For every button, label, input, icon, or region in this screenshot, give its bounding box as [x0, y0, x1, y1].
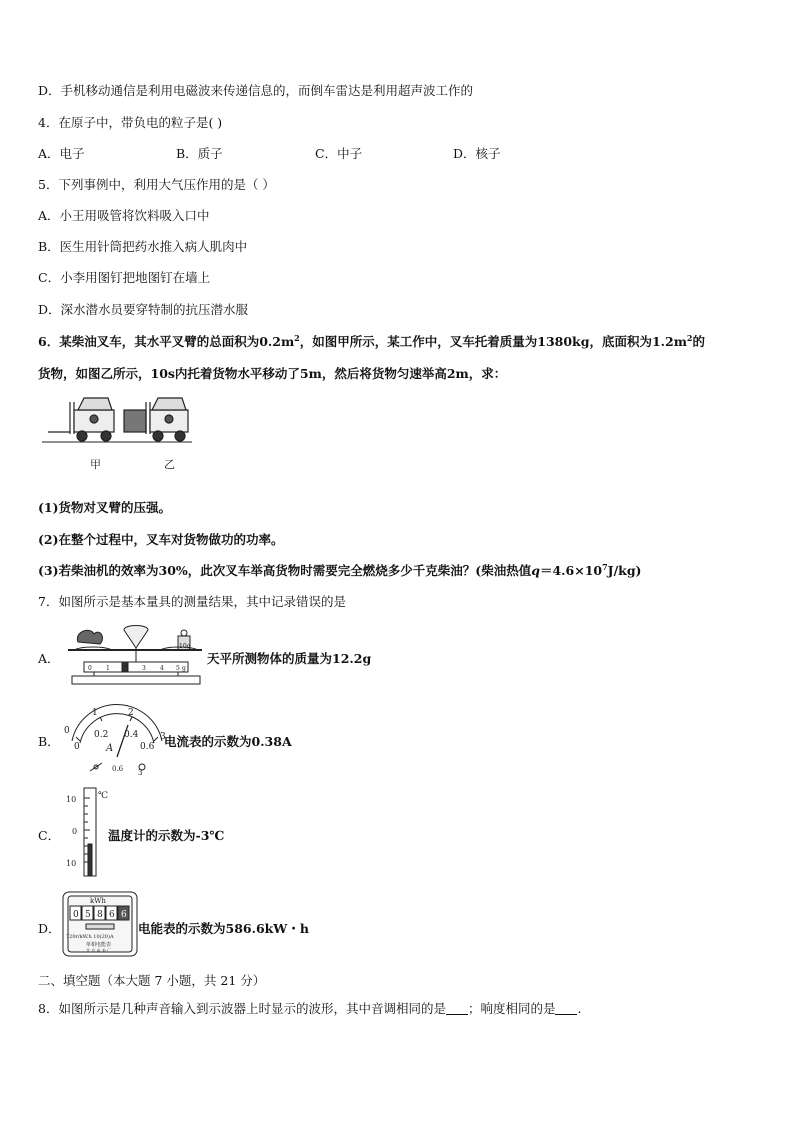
label-yi: 乙 — [164, 458, 175, 471]
thermometer-figure — [62, 786, 112, 878]
q8-part-b: ；响度相同的是 — [467, 1001, 556, 1016]
q4-option-c: C．中子 — [315, 146, 363, 161]
scale-tick-0: 0 — [88, 665, 92, 672]
ammeter-top-0: 0 — [64, 726, 70, 736]
q6-sup-2: 2 — [686, 332, 693, 343]
q6-sub-3 — [38, 563, 641, 579]
q6-line-1-part-a: 6．某柴油叉车，其水平叉臂的总面积为0.2m — [38, 334, 295, 349]
ammeter-terminal-06: 0.6 — [112, 765, 124, 773]
q6-sub-3-part-a: (3)若柴油机的效率为30%，此次叉车举高货物时需要完全燃烧多少千克柴油？(柴油热值 — [38, 563, 532, 578]
q7-a-label: A． — [38, 651, 60, 666]
q6-sub-2: (2)在整个过程中，叉车对货物做功的功率。 — [38, 532, 284, 547]
q4-option-d: D．核子 — [453, 146, 501, 161]
thermo-tick-top: 10 — [66, 795, 77, 804]
q4-option-b: B．质子 — [176, 146, 223, 161]
meter-name: 单相电能表 — [86, 942, 112, 948]
ammeter-unit: A — [106, 743, 114, 754]
scale-tick-3: 3 — [142, 665, 146, 672]
meter-unit: kWh — [90, 897, 106, 905]
scale-unit: g — [182, 665, 186, 672]
thermo-unit: ℃ — [98, 791, 109, 801]
q4-option-a: A．电子 — [38, 146, 85, 161]
q7-b-text: 电流表的示数为0.38A — [164, 734, 292, 749]
q8-blank-1[interactable] — [446, 1002, 468, 1015]
thermometer-column — [88, 844, 92, 876]
forklift-yi — [124, 398, 188, 441]
meter-digit-1: 0 — [73, 910, 79, 920]
balance-figure — [64, 622, 206, 694]
q6-sub-3-part-c: J/kg) — [607, 563, 642, 578]
q6-sub-3-sup: 7 — [602, 561, 608, 572]
q6-sub-1: (1)货物对叉臂的压强。 — [38, 500, 172, 515]
q4-stem: 4．在原子中，带负电的粒子是( ) — [38, 115, 223, 130]
q5-option-b: B．医生用针筒把药水推入病人肌肉中 — [38, 239, 248, 254]
forklift-jia — [48, 398, 114, 441]
meter-digit-decimal: 6 — [121, 910, 127, 920]
balance-object — [77, 630, 102, 644]
q6-sub-3-q: q — [531, 563, 540, 578]
scale-tick-1: 1 — [106, 665, 110, 672]
scale-tick-5: 5 — [176, 665, 180, 672]
meter-digit-3: 8 — [97, 910, 103, 920]
meter-spec: 720r/kW.h 10(20)A — [66, 934, 114, 940]
ammeter-bottom-1: 0.2 — [94, 730, 109, 740]
scale-tick-2: 2 — [124, 665, 128, 672]
ammeter-top-1: 1 — [92, 708, 98, 718]
balance-scale — [84, 662, 188, 672]
q7-stem: 7．如图所示是基本量具的测量结果，其中记录错误的是 — [38, 594, 346, 609]
meter-digit-4: 6 — [109, 910, 115, 920]
ammeter-bottom-3: 0.6 — [140, 742, 155, 752]
q8-blank-2[interactable] — [555, 1002, 577, 1015]
q6-line-1 — [38, 334, 705, 350]
ammeter-bottom-0: 0 — [74, 742, 80, 752]
q5-option-a: A．小王用吸管将饮料吸入口中 — [38, 208, 210, 223]
q7-d-label: D． — [38, 921, 61, 936]
q7-a-text: 天平所测物体的质量为12.2g — [207, 651, 372, 666]
scale-tick-4: 4 — [160, 665, 164, 672]
q5-stem: 5．下列事例中，利用大气压作用的是（ ） — [38, 177, 275, 192]
forklift-figure — [42, 392, 192, 482]
q5-option-c: C．小李用图钉把地图钉在墙上 — [38, 270, 211, 285]
label-jia: 甲 — [90, 458, 101, 471]
thermo-tick-mid: 0 — [72, 827, 78, 836]
ammeter-arc — [72, 705, 162, 741]
ammeter-top-3: 3 — [160, 732, 166, 742]
q6-sub-3-part-b: ＝4.6×10 — [539, 563, 603, 578]
ammeter-top-2: 2 — [128, 708, 134, 718]
q6-sup-1: 2 — [294, 332, 300, 343]
q6-line-2: 货物，如图乙所示，10s内托着货物水平移动了5m，然后将货物匀速举高2m，求： — [38, 366, 507, 381]
q6-line-1-part-c: 的 — [692, 334, 706, 349]
ammeter-terminal-3: 3 — [138, 769, 143, 777]
q7-d-text: 电能表的示数为586.6kW・h — [138, 921, 309, 936]
thermo-tick-bottom: 10 — [66, 859, 77, 868]
weight-label: 10g — [179, 643, 191, 650]
meter-maker: 北 京 电 表 厂 — [86, 948, 112, 953]
q7-b-label: B． — [38, 734, 60, 749]
section-2-heading: 二、填空题（本大题 7 小题，共 21 分） — [38, 973, 266, 988]
energy-meter-figure — [62, 890, 138, 958]
meter-digit-2: 5 — [85, 910, 91, 920]
q8-stem — [38, 1001, 581, 1017]
q7-c-label: C． — [38, 828, 61, 843]
q8-part-a: 8．如图所示是几种声音输入到示波器上时显示的波形，其中音调相同的是 — [38, 1001, 446, 1016]
ammeter-figure — [62, 705, 168, 775]
q7-c-text: 温度计的示数为-3℃ — [108, 828, 225, 843]
q5-option-d: D．深水潜水员要穿特制的抗压潜水服 — [38, 302, 249, 317]
q6-line-1-part-b: ，如图甲所示，某工作中，叉车托着质量为1380kg，底面积为1.2m — [299, 334, 687, 349]
q8-part-c: . — [577, 1001, 582, 1016]
q3-option-d: D．手机移动通信是利用电磁波来传递信息的，而倒车雷达是利用超声波工作的 — [38, 83, 474, 98]
ammeter-bottom-2: 0.4 — [124, 730, 139, 740]
